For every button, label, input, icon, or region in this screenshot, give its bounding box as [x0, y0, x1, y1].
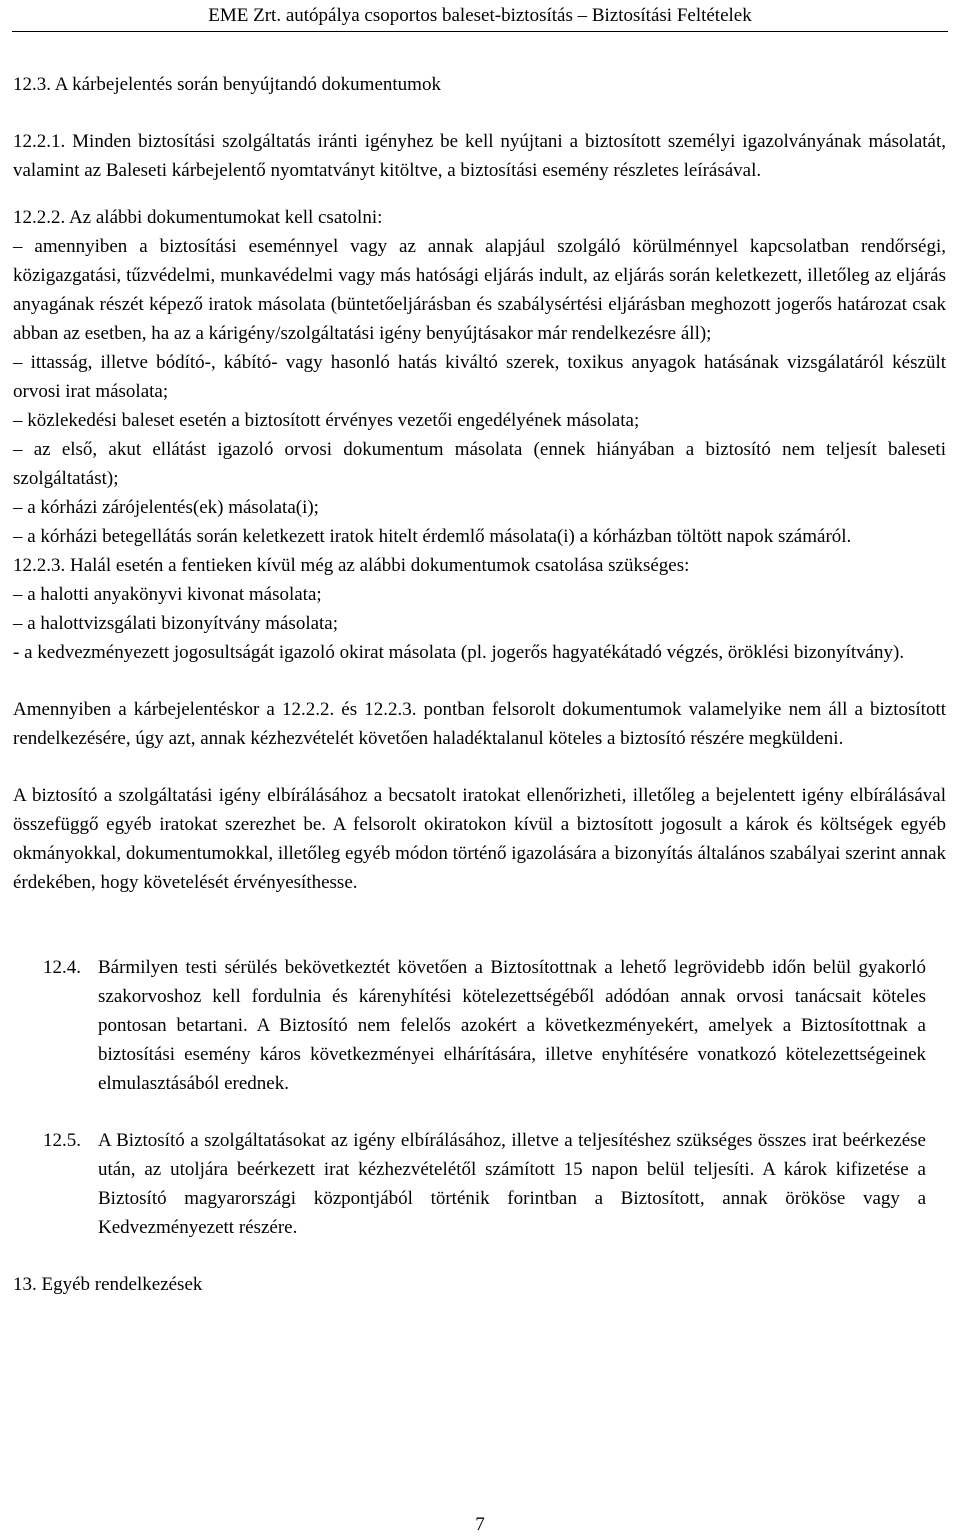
- header-divider: [12, 31, 948, 32]
- list-item: – a halottvizsgálati bizonyítvány másolata;: [13, 613, 339, 634]
- list-item: – a halotti anyakönyvi kivonat másolata;: [13, 584, 322, 605]
- running-header: EME Zrt. autópálya csoportos baleset-biztosítás – Biztosítási Feltételek: [208, 5, 752, 26]
- paragraph-12-2-2-intro: 12.2.2. Az alábbi dokumentumokat kell csatolni:: [13, 207, 383, 228]
- paragraph-12-2-3-intro: 12.2.3. Halál esetén a fentieken kívül még az alábbi dokumentumok csatolása szükséges:: [13, 555, 690, 576]
- section-number: 12.4.: [43, 957, 81, 978]
- paragraph-12-2-1: 12.2.1. Minden biztosítási szolgáltatás iránti igényhez be kell nyújtani a biztosított személyi igazolványának másolatát, valamint az Baleseti kárbejelentő nyomtatványt kitöltve, a biztosítási esemény részletes leírásával.: [13, 131, 946, 181]
- list-item: – közlekedési baleset esetén a biztosított érvényes vezetői engedélyének másolata;: [13, 410, 640, 431]
- document-body: [13, 70, 946, 1299]
- section-title-13: 13. Egyéb rendelkezések: [13, 1274, 203, 1295]
- section-number: 12.5.: [43, 1130, 81, 1151]
- list-item: – ittasság, illetve bódító-, kábító- vagy hasonló hatás kiváltó szerek, toxikus anyagok hatásának vizsgálatáról készült orvosi irat másolata;: [13, 352, 946, 402]
- list-item: – a kórházi zárójelentés(ek) másolata(i);: [13, 497, 319, 518]
- list-item: - a kedvezményezett jogosultságát igazoló okirat másolata (pl. jogerős hagyatékátadó végzés, öröklési bizonyítvány).: [13, 642, 905, 663]
- page-number: 7: [475, 1514, 485, 1535]
- section-title-12-3: 12.3. A kárbejelentés során benyújtandó dokumentumok: [13, 74, 441, 95]
- section-text: Bármilyen testi sérülés bekövetkeztét követően a Biztosítottnak a lehető legrövidebb időn belül gyakorló szakorvoshoz kell fordulnia és kárenyhítési kötelezettségéből adódóan annak orvosi tanácsait köteles pontosan betartani. A Biztosító nem felelős azokért a következményekért, amelyek a Biztosítottnak a biztosítási esemény káros következményei elhárítására, illetve enyhítésére vonatkozó kötelezettségeinek elmulasztásából erednek.: [98, 957, 926, 1094]
- section-12-4: [13, 953, 946, 1098]
- list-item: – az első, akut ellátást igazoló orvosi dokumentum másolata (ennek hiányában a biztosító nem teljesít baleseti szolgáltatást);: [13, 439, 946, 489]
- paragraph-biztosito: A biztosító a szolgáltatási igény elbírálásához a becsatolt iratokat ellenőrizheti, illetőleg a bejelentett igény elbírálásával összefüggő egyéb iratokat szerezhet be. A felsorolt okiratokon kívül a biztosított jogosult a károk és költségek egyéb okmányokkal, dokumentumokkal, illetőleg egyéb módon történő igazolására a bizonyítás általános szabályai szerint annak érdekében, hogy követelését érvényesíthesse.: [13, 785, 946, 893]
- list-item: – amennyiben a biztosítási eseménnyel vagy az annak alapjául szolgáló körülménnyel kapcsolatban rendőrségi, közigazgatási, tűzvédelmi, munkavédelmi vagy más hatósági eljárás indult, az eljárás során keletkezett, illetőleg az eljárás anyagának részét képező iratok másolata (büntetőeljárásban és szabálysértési eljárásban meghozott jogerős határozat csak abban az esetben, ha az a kárigény/szolgáltatási igény benyújtásakor már rendelkezésre áll);: [13, 236, 946, 344]
- paragraph-amennyiben: Amennyiben a kárbejelentéskor a 12.2.2. és 12.2.3. pontban felsorolt dokumentumok valamelyike nem áll a biztosított rendelkezésére, úgy azt, annak kézhezvételét követően haladéktalanul köteles a biztosító részére megküldeni.: [13, 699, 946, 749]
- list-item: – a kórházi betegellátás során keletkezett iratok hitelt érdemlő másolata(i) a kórházban töltött napok számáról.: [13, 526, 852, 547]
- section-12-5: [13, 1126, 946, 1242]
- section-text: A Biztosító a szolgáltatásokat az igény elbírálásához, illetve a teljesítéshez szükséges összes irat beérkezése után, az utoljára beérkezett irat kézhezvételétől számított 15 napon belül teljesíti. A károk kifizetése a Biztosító magyarországi központjából történik forintban a Biztosított, annak örököse vagy a Kedvezményezett részére.: [98, 1130, 926, 1238]
